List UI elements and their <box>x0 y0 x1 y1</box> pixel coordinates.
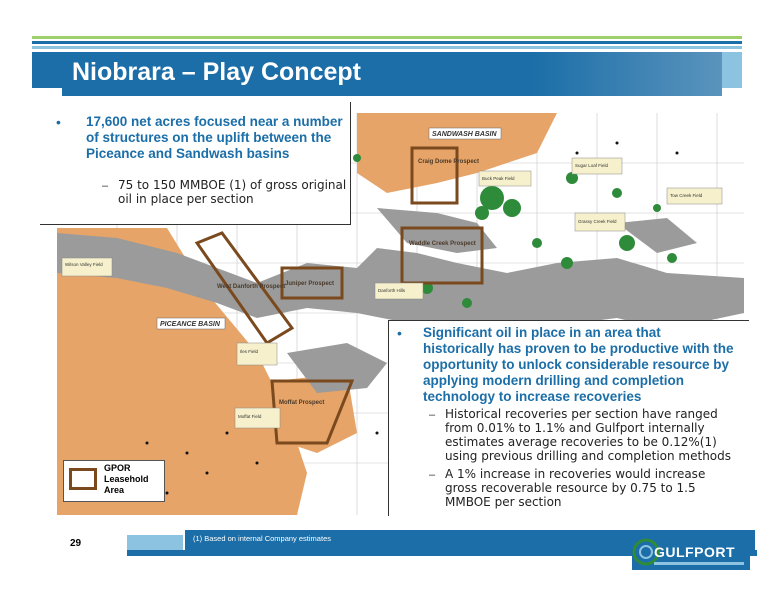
top-stripe-3 <box>32 46 742 49</box>
map-label-waddle-creek: Waddle Creek Prospect <box>409 241 476 247</box>
sub-dash-2: – <box>429 409 436 421</box>
bullet-dot-2: • <box>397 325 402 341</box>
map-field-label-8: Danforth Hills <box>378 288 406 293</box>
map-label-moffat: Moffat Prospect <box>279 400 325 406</box>
page-title: Niobrara – Play Concept <box>72 58 361 86</box>
title-accent-left <box>32 52 62 88</box>
map-label-sandwash: SANDWASH BASIN <box>432 131 497 138</box>
gulfport-logo <box>632 534 750 570</box>
bullet-sub-bottom-2: A 1% increase in recoveries would increase gross recoverable resource by 0.75 to 1.5 MMBOE per section <box>445 467 706 509</box>
top-stripe-1 <box>32 36 742 39</box>
bullet-main-top: 17,600 net acres focused near a number of structures on the uplift between the Piceance and Sandwash basins <box>86 114 343 161</box>
title-accent-right <box>722 52 742 88</box>
map-field-label-4: Buck Peak Field <box>482 176 515 181</box>
map-field-label-7: Grassy Creek Field <box>578 219 617 224</box>
gulfport-logo-text: GULFPORT <box>654 544 735 560</box>
legend-leasehold-swatch <box>69 468 97 490</box>
bullet-sub-bottom-1: Historical recoveries per section have ranged from 0.01% to 1.1% and Gulfport internally estimates average recoveries to be 0.12%(1) using previous drilling and completion methods <box>445 407 732 463</box>
bullet-main-bottom: Significant oil in place in an area that historically has proven to be productive with the opportunity to unlock considerable resource by applying modern drilling and completion technology to increase recoveries <box>423 325 734 404</box>
bottom-text-box <box>388 320 749 516</box>
sub-dash-3: – <box>429 469 436 481</box>
map-legend <box>63 460 165 502</box>
map-field-label-1: Wilson Valley Field <box>65 262 103 267</box>
map-field-label-6: Tow Creek Field <box>670 193 703 198</box>
legend-label: GPOR Leasehold Area <box>104 463 149 495</box>
map-label-juniper: Juniper Prospect <box>285 281 335 287</box>
map-label-piceance: PICEANCE BASIN <box>160 321 220 328</box>
footnote: (1) Based on internal Company estimates <box>193 534 331 543</box>
map-field-label-3: Moffat Field <box>238 414 262 419</box>
title-bar-gradient <box>532 52 722 96</box>
bullet-sub-top: 75 to 150 MMBOE (1) of gross original oil in place per section <box>118 178 347 206</box>
sub-dash-1: – <box>102 180 109 192</box>
title-bar <box>62 52 722 96</box>
map-label-craig-dome: Craig Dome Prospect <box>418 159 480 165</box>
map-field-label-2: Iles Field <box>240 349 259 354</box>
map-field-label-5: Sugar Loaf Field <box>575 163 609 168</box>
top-text-box <box>40 102 351 225</box>
top-stripe-2 <box>32 41 742 44</box>
bullet-dot-1: • <box>56 114 61 130</box>
page-number: 29 <box>70 538 82 549</box>
map-label-west-danforth: West Danforth Prospect <box>217 284 286 290</box>
